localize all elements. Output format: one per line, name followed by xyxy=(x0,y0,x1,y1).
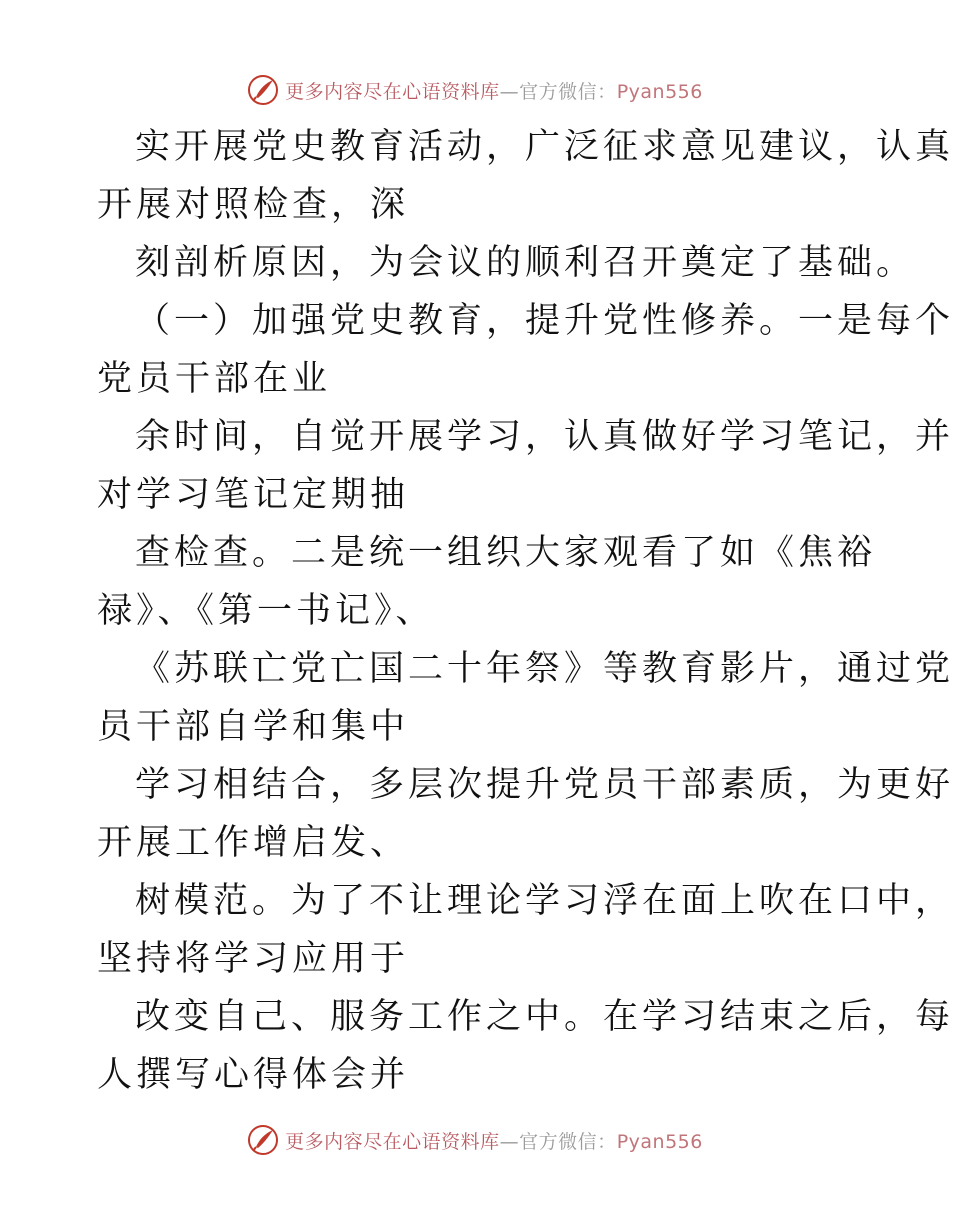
body-line: 实开展党史教育活动，广泛征求意见建议，认真 xyxy=(135,127,954,167)
watermark-id: Pyan556 xyxy=(616,80,703,103)
body-line: 改变自己、服务工作之中。在学习结束之后，每 xyxy=(135,997,954,1037)
body-line: 学习相结合，多层次提升党员干部素质，为更好 xyxy=(135,765,954,805)
document-body xyxy=(97,118,954,1104)
watermark-main: 更多内容尽在心语资料库 xyxy=(285,1130,500,1153)
body-line: （一）加强党史教育，提升党性修养。一是每个 xyxy=(135,301,954,341)
watermark-sub: 官方微信： xyxy=(519,80,617,103)
watermark-dash: — xyxy=(499,1130,520,1153)
body-line: 树模范。为了不让理论学习浮在面上吹在口中， xyxy=(135,881,954,921)
body-line: 禄》、《第一书记》、 xyxy=(97,591,435,631)
watermark-dash: — xyxy=(499,80,520,103)
body-line: 刻剖析原因，为会议的顺利召开奠定了基础。 xyxy=(135,243,916,283)
watermark-main: 更多内容尽在心语资料库 xyxy=(285,80,500,103)
body-line: 《苏联亡党亡国二十年祭》等教育影片，通过党 xyxy=(135,649,954,689)
header-watermark xyxy=(0,70,950,110)
body-line: 开展对照检查，深 xyxy=(97,185,410,225)
body-line: 开展工作增启发、 xyxy=(97,823,410,863)
body-line: 坚持将学习应用于 xyxy=(97,939,410,979)
body-line: 查检查。二是统一组织大家观看了如《焦裕 xyxy=(135,533,877,573)
feather-logo-icon xyxy=(247,74,279,106)
body-line: 对学习笔记定期抽 xyxy=(97,475,410,515)
body-line: 员干部自学和集中 xyxy=(97,707,410,747)
watermark-sub: 官方微信： xyxy=(519,1130,617,1153)
body-line: 党员干部在业 xyxy=(97,359,332,399)
feather-logo-icon xyxy=(247,1124,279,1156)
watermark-text xyxy=(285,77,703,104)
body-line: 人撰写心得体会并 xyxy=(97,1055,410,1095)
watermark-text xyxy=(285,1127,703,1154)
footer-watermark xyxy=(0,1120,950,1160)
watermark-id: Pyan556 xyxy=(616,1130,703,1153)
body-line: 余时间，自觉开展学习，认真做好学习笔记，并 xyxy=(135,417,954,457)
